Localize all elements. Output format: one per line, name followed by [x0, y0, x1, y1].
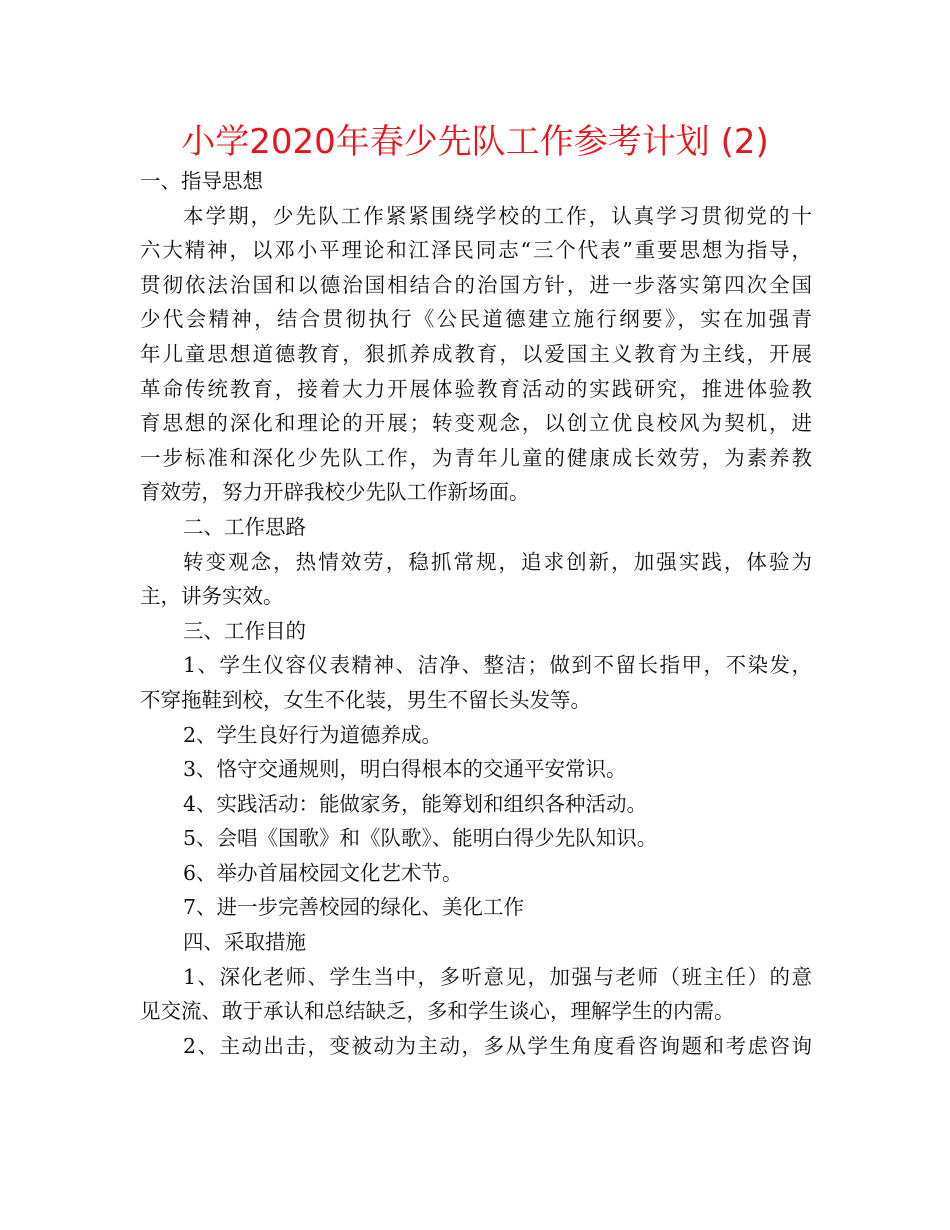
- text-line: 本学期，少先队工作紧紧围绕学校的工作，认真学习贯彻党的十: [183, 203, 812, 228]
- document-body: [140, 164, 812, 1063]
- text-line: 转变观念，热情效劳，稳抓常规，追求创新，加强实践，体验为: [183, 549, 812, 574]
- text-line: 2、学生良好行为道德养成。: [183, 722, 443, 747]
- text-line: 革命传统教育，接着大力开展体验教育活动的实践研究，推进体验教: [140, 376, 812, 401]
- text-line: 四、采取措施: [183, 930, 306, 955]
- text-line: 一、指导思想: [140, 169, 263, 193]
- text-line: 4、实践活动：能做家务，能筹划和组织各种活动。: [183, 791, 648, 816]
- text-line: 育效劳，努力开辟我校少先队工作新场面。: [140, 480, 530, 505]
- text-line: 二、工作思路: [183, 514, 306, 539]
- text-line: 不穿拖鞋到校，女生不化装，男生不留长头发等。: [140, 687, 591, 712]
- text-line: 育思想的深化和理论的开展；转变观念，以创立优良校风为契机，进: [140, 411, 812, 436]
- text-line: 贯彻依法治国和以德治国相结合的治国方针，进一步落实第四次全国: [140, 272, 812, 297]
- text-line: 2、主动出击，变被动为主动，多从学生角度看咨询题和考虑咨询: [183, 1033, 812, 1058]
- text-line: 7、进一步完善校园的绿化、美化工作: [183, 895, 525, 920]
- text-line: 主，讲务实效。: [140, 584, 284, 609]
- text-line: 5、会唱《国歌》和《队歌》、能明白得少先队知识。: [183, 826, 658, 851]
- text-line: 三、工作目的: [183, 618, 306, 643]
- text-line: 3、恪守交通规则，明白得根本的交通平安常识。: [183, 757, 627, 782]
- text-line: 见交流、敢于承认和总结缺乏，多和学生谈心，理解学生的内需。: [140, 999, 735, 1024]
- text-line: 少代会精神，结合贯彻执行《公民道德建立施行纲要》，实在加强青: [140, 307, 812, 332]
- text-line: 一步标准和深化少先队工作，为青年儿童的健康成长效劳，为素养教: [140, 445, 812, 470]
- text-line: 6、举办首届校园文化艺术节。: [183, 860, 463, 885]
- document-title: 小学2020年春少先队工作参考计划 (2): [181, 122, 769, 162]
- text-line: 年儿童思想道德教育，狠抓养成教育，以爱国主义教育为主线，开展: [140, 341, 812, 366]
- text-line: 1、学生仪容仪表精神、洁净、整洁；做到不留长指甲，不染发，: [183, 653, 812, 678]
- text-line: 六大精神，以邓小平理论和江泽民同志“三个代表”重要思想为指导，: [140, 238, 812, 263]
- text-line: 1、深化老师、学生当中，多听意见，加强与老师（班主任）的意: [183, 964, 812, 989]
